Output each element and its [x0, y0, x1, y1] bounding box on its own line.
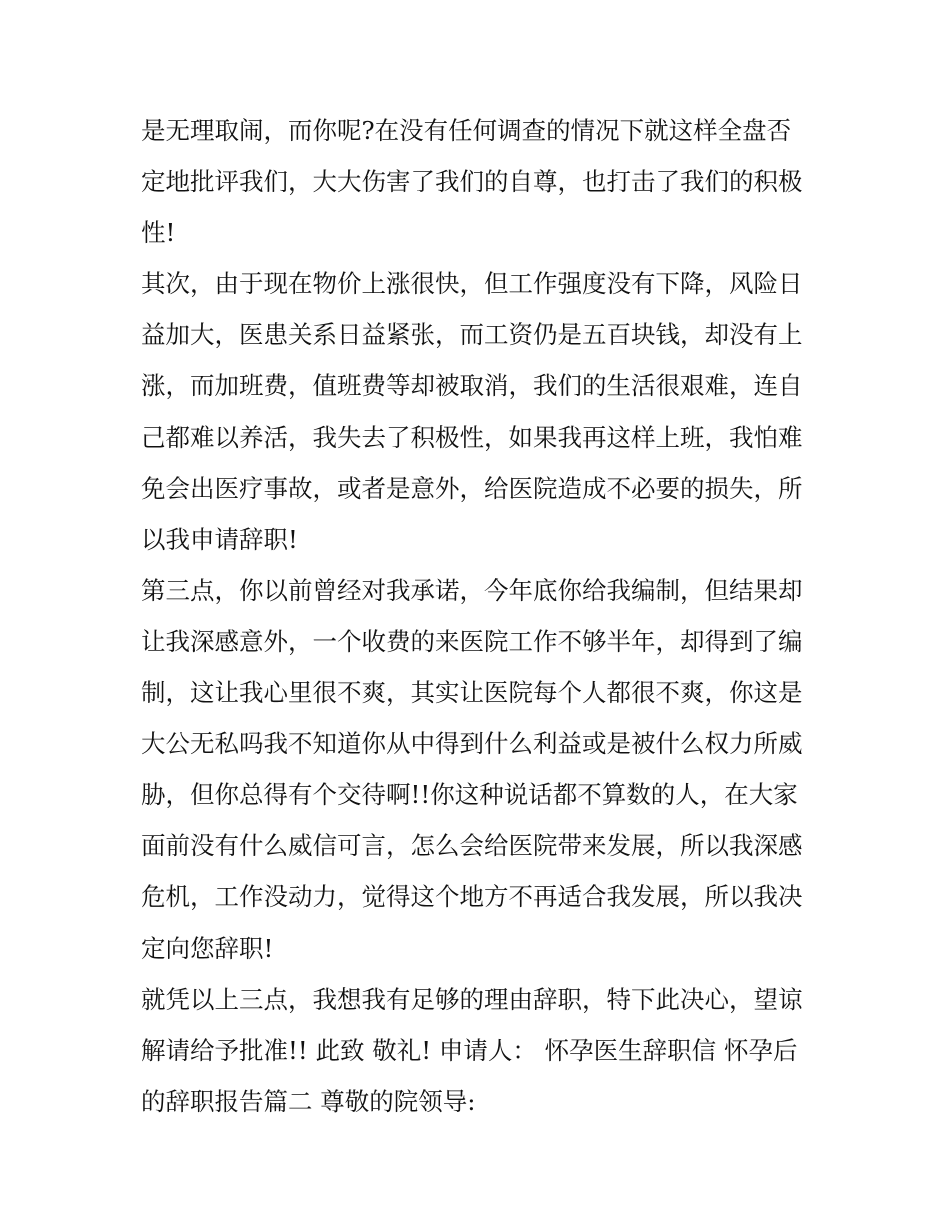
text-line: 免会出医疗事故，或者是意外，给医院造成不必要的损失，所 — [141, 473, 803, 503]
text-line: 涨，而加班费，值班费等却被取消，我们的生活很艰难，连自 — [141, 371, 803, 401]
text-line: 定向您辞职! — [141, 933, 274, 963]
text-line: 胁，但你总得有个交待啊!!你这种说话都不算数的人，在大家 — [141, 780, 798, 810]
text-line: 的辞职报告篇二 尊敬的院领导: — [141, 1086, 476, 1116]
text-line: 定地批评我们，大大伤害了我们的自尊，也打击了我们的积极 — [141, 167, 803, 197]
text-line: 益加大，医患关系日益紧张，而工资仍是五百块钱，却没有上 — [141, 320, 803, 350]
text-line: 就凭以上三点，我想我有足够的理由辞职，特下此决心，望谅 — [141, 984, 803, 1014]
text-line: 面前没有什么威信可言，怎么会给医院带来发展，所以我深感 — [141, 831, 803, 861]
text-line: 以我申请辞职! — [141, 524, 298, 554]
text-line: 让我深感意外，一个收费的来医院工作不够半年，却得到了编 — [141, 626, 803, 656]
text-line: 大公无私吗我不知道你从中得到什么利益或是被什么权力所威 — [141, 729, 803, 759]
text-line: 性! — [141, 218, 176, 248]
text-line: 第三点，你以前曾经对我承诺，今年底你给我编制，但结果却 — [141, 575, 803, 605]
text-line: 解请给予批准!! 此致 敬礼! 申请人： 怀孕医生辞职信 怀孕后 — [141, 1035, 798, 1065]
text-line: 制，这让我心里很不爽，其实让医院每个人都很不爽，你这是 — [141, 678, 803, 708]
text-line: 是无理取闹，而你呢?在没有任何调查的情况下就这样全盘否 — [141, 116, 792, 145]
text-line: 其次，由于现在物价上涨很快，但工作强度没有下降，风险日 — [141, 269, 803, 299]
text-line: 己都难以养活，我失去了积极性，如果我再这样上班，我怕难 — [141, 422, 803, 452]
text-line: 危机，工作没动力，觉得这个地方不再适合我发展，所以我决 — [141, 882, 803, 912]
document-body — [141, 105, 821, 1127]
